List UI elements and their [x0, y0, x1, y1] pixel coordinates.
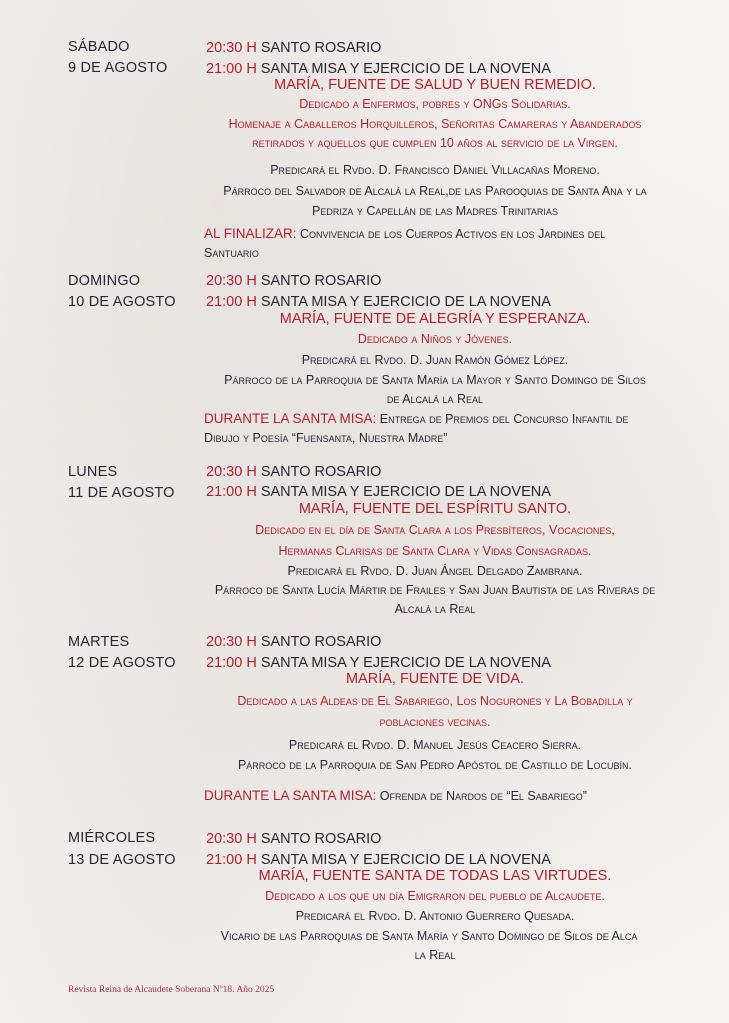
misa-label: SANTA MISA Y EJERCICIO DE LA NOVENA — [260, 852, 551, 868]
note-text: Entrega de Premios del Concurso Infantil de — [379, 412, 629, 426]
misa-time: 21:00 H — [206, 484, 257, 500]
weekday: MARTES — [68, 634, 130, 650]
day-title: MARÍA, FUENTE DE VIDA. — [345, 671, 525, 687]
weekday: DOMINGO — [68, 273, 141, 289]
dedication: poblaciones vecinas. — [379, 715, 491, 729]
note — [204, 409, 664, 429]
preacher-role: Párroco del Salvador de Alcalá la Real,de las Parooquias de Santa Ana y la — [223, 184, 647, 198]
preacher-role: Alcalá la Real — [394, 602, 476, 616]
misa-time: 21:00 H — [206, 655, 257, 671]
rosario-time: 20:30 H — [206, 273, 257, 289]
note-text: Ofrenda de Nardos de “El Sabariego” — [379, 789, 587, 803]
misa-time: 21:00 H — [206, 294, 257, 310]
preacher-role: Párroco de la Parroquia de Santa María la Mayor y Santo Domingo de Silos — [224, 373, 646, 387]
dedication: Dedicado a Enfermos, pobres y ONGs Solidarias. — [299, 97, 571, 111]
preacher: Predicará el Rvdo. D. Francisco Daniel Villacañas Moreno. — [270, 163, 600, 177]
day-title: MARÍA, FUENTE DE ALEGRÍA Y ESPERANZA. — [279, 311, 591, 327]
rosario-label: SANTO ROSARIO — [260, 634, 382, 650]
rosario-line — [206, 38, 381, 58]
date: 10 DE AGOSTO — [68, 294, 176, 310]
preacher-role: Párroco de la Parroquia de San Pedro Apóstol de Castillo de Locubín. — [237, 758, 633, 772]
date: 13 DE AGOSTO — [68, 852, 176, 868]
date: 11 DE AGOSTO — [68, 485, 175, 501]
dedication: retirados y aquellos que cumplen 10 años al servicio de la Virgen. — [252, 136, 618, 150]
misa-line — [206, 292, 551, 312]
preacher-role: de Alcalá la Real — [386, 392, 484, 406]
weekday: MIÉRCOLES — [68, 830, 156, 846]
rosario-line — [206, 462, 381, 482]
note-label: DURANTE LA SANTA MISA: — [204, 788, 377, 803]
note — [204, 224, 664, 244]
rosario-line — [206, 829, 381, 849]
misa-label: SANTA MISA Y EJERCICIO DE LA NOVENA — [260, 655, 551, 671]
misa-line — [206, 482, 551, 502]
preacher: Predicará el Rvdo. D. Antonio Guerrero Quesada. — [295, 909, 575, 923]
misa-time: 21:00 H — [206, 61, 257, 77]
dedication: Dedicado a las Aldeas de El Sabariego, Los Nogurones y La Bobadilla y — [237, 694, 633, 708]
preacher-role: la Real — [414, 948, 456, 962]
preacher: Predicará el Rvdo. D. Manuel Jesús Ceacero Sierra. — [288, 738, 582, 752]
rosario-label: SANTO ROSARIO — [260, 831, 382, 847]
rosario-time: 20:30 H — [206, 831, 257, 847]
note-text: Dibujo y Poesía “Fuensanta, Nuestra Madre” — [204, 431, 448, 445]
day-title: MARÍA, FUENTE DE SALUD Y BUEN REMEDIO. — [274, 77, 596, 93]
preacher-role: Vicario de las Parroquias de Santa María y Santo Domingo de Silos de Alca — [220, 929, 638, 943]
rosario-time: 20:30 H — [206, 634, 257, 650]
preacher: Predicará el Rvdo. D. Juan Ángel Delgado Zambrana. — [287, 564, 583, 578]
note-label: AL FINALIZAR: — [204, 226, 297, 241]
day-title: MARÍA, FUENTE SANTA DE TODAS LAS VIRTUDES. — [258, 868, 612, 884]
day-title: MARÍA, FUENTE DEL ESPÍRITU SANTO. — [298, 501, 572, 517]
rosario-label: SANTO ROSARIO — [260, 273, 382, 289]
misa-line — [206, 59, 551, 79]
rosario-line — [206, 271, 381, 291]
note — [204, 786, 664, 806]
preacher: Predicará el Rvdo. D. Juan Ramón Gómez López. — [301, 353, 569, 367]
page-footer: Revista Reina de Alcaudete Soberana Nº18. Año 2025 — [68, 985, 275, 995]
misa-time: 21:00 H — [206, 852, 257, 868]
misa-line — [206, 653, 551, 673]
note-text: Santuario — [204, 246, 259, 260]
date: 12 DE AGOSTO — [68, 655, 176, 671]
misa-label: SANTA MISA Y EJERCICIO DE LA NOVENA — [260, 294, 551, 310]
note-text: Convivencia de los Cuerpos Activos en los Jardines del — [300, 227, 606, 241]
preacher-role: Pedriza y Capellán de las Madres Trinitarias — [312, 204, 558, 218]
weekday: LUNES — [68, 464, 118, 480]
dedication: Dedicado a los que un día Emigraron del pueblo de Alcaudete. — [265, 889, 605, 903]
rosario-line — [206, 632, 381, 652]
rosario-label: SANTO ROSARIO — [260, 464, 382, 480]
misa-label: SANTA MISA Y EJERCICIO DE LA NOVENA — [260, 484, 551, 500]
rosario-time: 20:30 H — [206, 40, 257, 56]
note-label: DURANTE LA SANTA MISA: — [204, 411, 377, 426]
preacher-role: Párroco de Santa Lucía Mártir de Frailes y San Juan Bautista de las Riveras de — [214, 583, 656, 597]
dedication: Dedicado en el día de Santa Clara a los Presbíteros, Vocaciones, — [255, 523, 615, 537]
misa-line — [206, 850, 551, 870]
rosario-label: SANTO ROSARIO — [260, 40, 382, 56]
dedication: Hermanas Clarisas de Santa Clara y Vidas Consagradas. — [278, 544, 592, 558]
misa-label: SANTA MISA Y EJERCICIO DE LA NOVENA — [260, 61, 551, 77]
rosario-time: 20:30 H — [206, 464, 257, 480]
dedication: Dedicado a Niños y Jóvenes. — [357, 332, 513, 346]
dedication: Homenaje a Caballeros Horquilleros, Señoritas Camareras y Abanderados — [228, 117, 642, 131]
date: 9 DE AGOSTO — [68, 60, 168, 76]
weekday: SÁBADO — [68, 39, 130, 55]
